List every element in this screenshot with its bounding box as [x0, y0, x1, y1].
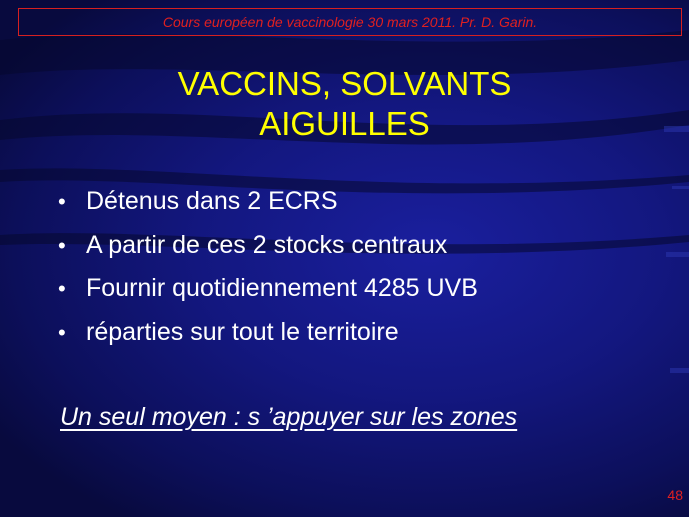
- bullet-icon: •: [58, 319, 66, 345]
- bullet-icon: •: [58, 276, 66, 301]
- bullet-text: réparties sur tout le territoire: [86, 317, 399, 346]
- bullet-text: Détenus dans 2 ECRS: [86, 187, 338, 215]
- bullet-text: A partir de ces 2 stocks centraux: [86, 230, 448, 259]
- page-number: 48: [667, 487, 683, 503]
- conclusion-text: Un seul moyen : s ’appuyer sur les zones: [60, 403, 518, 431]
- list-item: [58, 267, 478, 311]
- list-item: [58, 311, 478, 355]
- list-item: [58, 224, 478, 268]
- title-line-1: VACCINS, SOLVANTS: [177, 65, 512, 102]
- title-line-2: AIGUILLES: [259, 105, 430, 142]
- slide-title: [0, 64, 689, 144]
- bullet-list: [58, 180, 478, 354]
- list-item: [58, 180, 478, 224]
- bullet-icon: •: [58, 189, 66, 214]
- bullet-text: Fournir quotidiennement 4285 UVB: [86, 274, 478, 302]
- header-text: Cours européen de vaccinologie 30 mars 2011. Pr. D. Garin.: [162, 14, 538, 30]
- bullet-icon: •: [58, 232, 66, 258]
- header-banner: [18, 8, 682, 36]
